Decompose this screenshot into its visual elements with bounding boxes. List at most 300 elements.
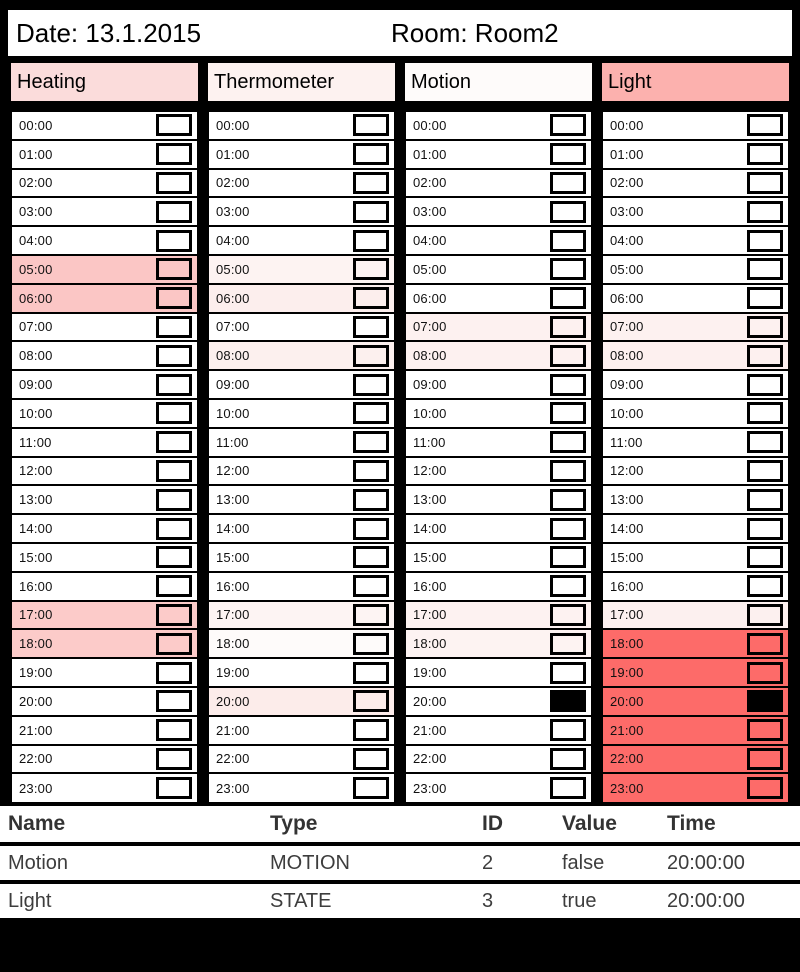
event-cell-time: 20:00:00 bbox=[667, 889, 745, 912]
slot-time-label: 21:00 bbox=[19, 722, 53, 738]
motion-slot-row-1800 bbox=[406, 630, 591, 659]
slot-time-label: 03:00 bbox=[413, 204, 447, 220]
motion-slot-row-1500 bbox=[406, 544, 591, 573]
thermometer-checkbox-0000[interactable] bbox=[353, 114, 389, 136]
event-cell-type: MOTION bbox=[270, 851, 350, 874]
thermometer-slot-row-2000 bbox=[209, 688, 394, 717]
slot-time-label: 22:00 bbox=[19, 751, 53, 767]
slot-time-label: 22:00 bbox=[216, 751, 250, 767]
heating-slot-row-0100 bbox=[12, 141, 197, 170]
slot-time-label: 02:00 bbox=[610, 175, 644, 191]
thermometer-checkbox-2200[interactable] bbox=[353, 748, 389, 770]
slot-time-label: 11:00 bbox=[19, 434, 52, 450]
light-slot-row-1900 bbox=[603, 659, 788, 688]
motion-slot-row-0900 bbox=[406, 371, 591, 400]
heating-slot-row-1900 bbox=[12, 659, 197, 688]
thermometer-checkbox-2100[interactable] bbox=[353, 719, 389, 741]
motion-checkbox-1800[interactable] bbox=[550, 633, 586, 655]
slot-time-label: 17:00 bbox=[610, 607, 644, 623]
motion-checkbox-0600[interactable] bbox=[550, 287, 586, 309]
event-cell-value: false bbox=[562, 851, 605, 874]
thermometer-slot-row-0500 bbox=[209, 256, 394, 285]
slot-time-label: 14:00 bbox=[216, 521, 250, 537]
light-slot-row-1400 bbox=[603, 515, 788, 544]
slot-time-label: 04:00 bbox=[413, 233, 447, 249]
light-slot-row-0100 bbox=[603, 141, 788, 170]
heating-checkbox-0200[interactable] bbox=[156, 172, 192, 194]
thermometer-checkbox-1300[interactable] bbox=[353, 489, 389, 511]
event-table-row-light bbox=[0, 884, 800, 918]
light-checkbox-1000[interactable] bbox=[747, 402, 783, 424]
thermometer-checkbox-1500[interactable] bbox=[353, 546, 389, 568]
thermometer-checkbox-0300[interactable] bbox=[353, 201, 389, 223]
slot-time-label: 02:00 bbox=[413, 175, 447, 191]
heating-checkbox-1000[interactable] bbox=[156, 402, 192, 424]
heating-checkbox-1700[interactable] bbox=[156, 604, 192, 626]
slot-time-label: 13:00 bbox=[413, 492, 447, 508]
slot-time-label: 07:00 bbox=[413, 319, 447, 335]
slot-time-label: 12:00 bbox=[216, 463, 250, 479]
heating-slot-row-1600 bbox=[12, 573, 197, 602]
heating-slot-row-1200 bbox=[12, 458, 197, 487]
light-checkbox-0300[interactable] bbox=[747, 201, 783, 223]
heating-checkbox-1400[interactable] bbox=[156, 518, 192, 540]
event-table-header-row bbox=[0, 806, 800, 842]
thermometer-slot-row-1500 bbox=[209, 544, 394, 573]
thermometer-slot-row-0800 bbox=[209, 342, 394, 371]
thermometer-checkbox-1400[interactable] bbox=[353, 518, 389, 540]
motion-slot-row-1600 bbox=[406, 573, 591, 602]
thermometer-slot-row-0700 bbox=[209, 314, 394, 343]
heating-slot-row-1000 bbox=[12, 400, 197, 429]
thermometer-checkbox-0800[interactable] bbox=[353, 345, 389, 367]
thermometer-checkbox-1100[interactable] bbox=[353, 431, 389, 453]
motion-slot-row-1200 bbox=[406, 458, 591, 487]
slot-time-label: 06:00 bbox=[610, 290, 644, 306]
slot-time-label: 03:00 bbox=[610, 204, 644, 220]
slot-time-label: 13:00 bbox=[610, 492, 644, 508]
slot-time-label: 11:00 bbox=[610, 434, 643, 450]
slot-time-label: 14:00 bbox=[413, 521, 447, 537]
column-header-thermometer[interactable]: Thermometer bbox=[205, 60, 398, 104]
slot-time-label: 00:00 bbox=[19, 117, 53, 133]
motion-checkbox-0100[interactable] bbox=[550, 143, 586, 165]
slot-time-label: 16:00 bbox=[610, 578, 644, 594]
thermometer-slot-row-2100 bbox=[209, 717, 394, 746]
motion-slot-row-0700 bbox=[406, 314, 591, 343]
slot-time-label: 17:00 bbox=[19, 607, 53, 623]
motion-checkbox-2300[interactable] bbox=[550, 777, 586, 799]
light-slot-row-0700 bbox=[603, 314, 788, 343]
light-checkbox-0600[interactable] bbox=[747, 287, 783, 309]
slot-time-label: 09:00 bbox=[413, 377, 447, 393]
motion-checkbox-0400[interactable] bbox=[550, 230, 586, 252]
light-slot-row-1600 bbox=[603, 573, 788, 602]
slot-time-label: 07:00 bbox=[19, 319, 53, 335]
light-slot-row-2100 bbox=[603, 717, 788, 746]
light-checkbox-1500[interactable] bbox=[747, 546, 783, 568]
slot-time-label: 05:00 bbox=[610, 261, 644, 277]
thermometer-checkbox-0700[interactable] bbox=[353, 316, 389, 338]
heating-checkbox-0900[interactable] bbox=[156, 374, 192, 396]
motion-slot-row-1400 bbox=[406, 515, 591, 544]
motion-checkbox-1500[interactable] bbox=[550, 546, 586, 568]
slot-time-label: 20:00 bbox=[216, 693, 250, 709]
slot-time-label: 09:00 bbox=[610, 377, 644, 393]
light-checkbox-0900[interactable] bbox=[747, 374, 783, 396]
thermometer-checkbox-0600[interactable] bbox=[353, 287, 389, 309]
motion-checkbox-1200[interactable] bbox=[550, 460, 586, 482]
thermometer-slot-row-0300 bbox=[209, 198, 394, 227]
motion-checkbox-1400[interactable] bbox=[550, 518, 586, 540]
slot-time-label: 10:00 bbox=[19, 405, 53, 421]
motion-slot-row-2100 bbox=[406, 717, 591, 746]
column-header-motion[interactable]: Motion bbox=[402, 60, 595, 104]
thermometer-slot-row-1700 bbox=[209, 602, 394, 631]
light-slot-row-1800 bbox=[603, 630, 788, 659]
motion-slot-row-0600 bbox=[406, 285, 591, 314]
light-checkbox-1400[interactable] bbox=[747, 518, 783, 540]
heating-checkbox-0600[interactable] bbox=[156, 287, 192, 309]
thermometer-slot-row-1300 bbox=[209, 486, 394, 515]
thermometer-checkbox-1800[interactable] bbox=[353, 633, 389, 655]
slot-time-label: 15:00 bbox=[216, 549, 250, 565]
slot-time-label: 19:00 bbox=[216, 665, 250, 681]
light-checkbox-0500[interactable] bbox=[747, 258, 783, 280]
thermometer-checkbox-1200[interactable] bbox=[353, 460, 389, 482]
light-checkbox-0200[interactable] bbox=[747, 172, 783, 194]
light-slot-row-0300 bbox=[603, 198, 788, 227]
slot-time-label: 19:00 bbox=[19, 665, 53, 681]
thermometer-slot-row-1800 bbox=[209, 630, 394, 659]
schedule-columns bbox=[8, 108, 792, 806]
light-slot-row-0800 bbox=[603, 342, 788, 371]
date-label: Date: 13.1.2015 bbox=[16, 17, 202, 48]
slot-time-label: 01:00 bbox=[413, 146, 447, 162]
thermometer-checkbox-1600[interactable] bbox=[353, 575, 389, 597]
heating-slot-row-1800 bbox=[12, 630, 197, 659]
heating-checkbox-1200[interactable] bbox=[156, 460, 192, 482]
heating-checkbox-1500[interactable] bbox=[156, 546, 192, 568]
room-label: Room: Room2 bbox=[391, 17, 559, 48]
slot-time-label: 13:00 bbox=[216, 492, 250, 508]
event-cell-id: 2 bbox=[482, 851, 494, 874]
slot-time-label: 06:00 bbox=[216, 290, 250, 306]
light-checkbox-0000[interactable] bbox=[747, 114, 783, 136]
slot-time-label: 21:00 bbox=[413, 722, 447, 738]
light-slot-row-1200 bbox=[603, 458, 788, 487]
light-slot-row-0000 bbox=[603, 112, 788, 141]
light-checkbox-1200[interactable] bbox=[747, 460, 783, 482]
motion-slot-row-0400 bbox=[406, 227, 591, 256]
slot-time-label: 18:00 bbox=[413, 636, 447, 652]
light-slot-row-0200 bbox=[603, 170, 788, 199]
slot-time-label: 03:00 bbox=[19, 204, 53, 220]
thermometer-slot-row-0900 bbox=[209, 371, 394, 400]
light-slot-row-1100 bbox=[603, 429, 788, 458]
light-checkbox-1600[interactable] bbox=[747, 575, 783, 597]
slot-time-label: 08:00 bbox=[216, 348, 250, 364]
heating-slot-row-2100 bbox=[12, 717, 197, 746]
slot-time-label: 23:00 bbox=[413, 780, 447, 796]
thermometer-slot-row-1100 bbox=[209, 429, 394, 458]
slot-time-label: 07:00 bbox=[216, 319, 250, 335]
event-header-time: Time bbox=[667, 812, 716, 836]
motion-checkbox-0900[interactable] bbox=[550, 374, 586, 396]
slot-time-label: 01:00 bbox=[216, 146, 250, 162]
slot-time-label: 10:00 bbox=[610, 405, 644, 421]
slot-time-label: 05:00 bbox=[216, 261, 250, 277]
light-slot-row-2200 bbox=[603, 746, 788, 775]
heating-checkbox-1300[interactable] bbox=[156, 489, 192, 511]
slot-time-label: 16:00 bbox=[216, 578, 250, 594]
slot-time-label: 10:00 bbox=[413, 405, 447, 421]
thermometer-checkbox-0900[interactable] bbox=[353, 374, 389, 396]
light-slot-row-1500 bbox=[603, 544, 788, 573]
motion-checkbox-0200[interactable] bbox=[550, 172, 586, 194]
slot-time-label: 09:00 bbox=[216, 377, 250, 393]
slot-time-label: 14:00 bbox=[19, 521, 53, 537]
heating-slot-row-0400 bbox=[12, 227, 197, 256]
slot-time-label: 02:00 bbox=[19, 175, 53, 191]
heating-slot-row-2200 bbox=[12, 746, 197, 775]
thermometer-checkbox-2300[interactable] bbox=[353, 777, 389, 799]
heating-slot-row-0300 bbox=[12, 198, 197, 227]
motion-checkbox-1900[interactable] bbox=[550, 662, 586, 684]
light-checkbox-2000-checked[interactable] bbox=[747, 690, 783, 712]
heating-slot-row-0700 bbox=[12, 314, 197, 343]
event-cell-type: STATE bbox=[270, 889, 332, 912]
heating-checkbox-0400[interactable] bbox=[156, 230, 192, 252]
motion-slot-row-0800 bbox=[406, 342, 591, 371]
event-cell-id: 3 bbox=[482, 889, 494, 912]
slot-time-label: 12:00 bbox=[413, 463, 447, 479]
heating-checkbox-1100[interactable] bbox=[156, 431, 192, 453]
event-cell-name: Light bbox=[8, 889, 52, 912]
motion-checkbox-0800[interactable] bbox=[550, 345, 586, 367]
slot-time-label: 02:00 bbox=[216, 175, 250, 191]
heating-slot-row-1500 bbox=[12, 544, 197, 573]
thermometer-checkbox-0400[interactable] bbox=[353, 230, 389, 252]
motion-checkbox-2200[interactable] bbox=[550, 748, 586, 770]
heating-checkbox-1600[interactable] bbox=[156, 575, 192, 597]
slot-time-label: 18:00 bbox=[19, 636, 53, 652]
motion-slot-row-1700 bbox=[406, 602, 591, 631]
motion-checkbox-2100[interactable] bbox=[550, 719, 586, 741]
motion-checkbox-1300[interactable] bbox=[550, 489, 586, 511]
motion-checkbox-1100[interactable] bbox=[550, 431, 586, 453]
slot-time-label: 06:00 bbox=[413, 290, 447, 306]
heating-checkbox-2300[interactable] bbox=[156, 777, 192, 799]
heating-slot-row-0800 bbox=[12, 342, 197, 371]
light-slot-row-1000 bbox=[603, 400, 788, 429]
motion-checkbox-1600[interactable] bbox=[550, 575, 586, 597]
light-slot-row-0600 bbox=[603, 285, 788, 314]
heating-checkbox-0300[interactable] bbox=[156, 201, 192, 223]
heating-slot-row-1400 bbox=[12, 515, 197, 544]
slot-time-label: 08:00 bbox=[610, 348, 644, 364]
thermometer-slot-row-1900 bbox=[209, 659, 394, 688]
light-checkbox-2300[interactable] bbox=[747, 777, 783, 799]
bottom-frame-bar bbox=[0, 918, 800, 928]
heating-slot-row-0900 bbox=[12, 371, 197, 400]
slot-time-label: 23:00 bbox=[19, 780, 53, 796]
slot-time-label: 01:00 bbox=[610, 146, 644, 162]
motion-slot-row-0300 bbox=[406, 198, 591, 227]
thermometer-checkbox-0100[interactable] bbox=[353, 143, 389, 165]
motion-checkbox-0700[interactable] bbox=[550, 316, 586, 338]
motion-slot-row-0500 bbox=[406, 256, 591, 285]
slot-time-label: 23:00 bbox=[216, 780, 250, 796]
light-checkbox-1700[interactable] bbox=[747, 604, 783, 626]
motion-slot-row-2300 bbox=[406, 774, 591, 802]
heating-slot-row-0600 bbox=[12, 285, 197, 314]
slot-time-label: 17:00 bbox=[216, 607, 250, 623]
light-slot-row-2000 bbox=[603, 688, 788, 717]
light-checkbox-0100[interactable] bbox=[747, 143, 783, 165]
light-checkbox-1800[interactable] bbox=[747, 633, 783, 655]
light-checkbox-1100[interactable] bbox=[747, 431, 783, 453]
slot-time-label: 06:00 bbox=[19, 290, 53, 306]
light-checkbox-2200[interactable] bbox=[747, 748, 783, 770]
light-slot-row-1300 bbox=[603, 486, 788, 515]
motion-slot-row-0200 bbox=[406, 170, 591, 199]
slot-time-label: 09:00 bbox=[19, 377, 53, 393]
slot-time-label: 12:00 bbox=[610, 463, 644, 479]
thermometer-checkbox-1700[interactable] bbox=[353, 604, 389, 626]
light-checkbox-1900[interactable] bbox=[747, 662, 783, 684]
heating-checkbox-1800[interactable] bbox=[156, 633, 192, 655]
slot-time-label: 00:00 bbox=[610, 117, 644, 133]
slot-time-label: 05:00 bbox=[19, 261, 53, 277]
motion-slot-row-1000 bbox=[406, 400, 591, 429]
slot-time-label: 03:00 bbox=[216, 204, 250, 220]
light-checkbox-2100[interactable] bbox=[747, 719, 783, 741]
thermometer-slot-row-0100 bbox=[209, 141, 394, 170]
heating-checkbox-0800[interactable] bbox=[156, 345, 192, 367]
slot-time-label: 21:00 bbox=[216, 722, 250, 738]
slot-time-label: 23:00 bbox=[610, 780, 644, 796]
date-room-header bbox=[8, 10, 792, 56]
slot-time-label: 07:00 bbox=[610, 319, 644, 335]
event-header-id: ID bbox=[482, 812, 503, 836]
slot-time-label: 11:00 bbox=[413, 434, 446, 450]
slot-time-label: 01:00 bbox=[19, 146, 53, 162]
heating-checkbox-0000[interactable] bbox=[156, 114, 192, 136]
event-table-row-motion bbox=[0, 846, 800, 880]
motion-slot-row-0000 bbox=[406, 112, 591, 141]
light-checkbox-0400[interactable] bbox=[747, 230, 783, 252]
event-header-name: Name bbox=[8, 812, 66, 836]
slot-time-label: 10:00 bbox=[216, 405, 250, 421]
slot-time-label: 20:00 bbox=[610, 693, 644, 709]
thermometer-checkbox-0500[interactable] bbox=[353, 258, 389, 280]
motion-slot-row-1900 bbox=[406, 659, 591, 688]
light-checkbox-0700[interactable] bbox=[747, 316, 783, 338]
slot-time-label: 08:00 bbox=[413, 348, 447, 364]
light-checkbox-0800[interactable] bbox=[747, 345, 783, 367]
slot-time-label: 16:00 bbox=[413, 578, 447, 594]
event-cell-name: Motion bbox=[8, 851, 69, 874]
slot-time-label: 12:00 bbox=[19, 463, 53, 479]
slot-time-label: 16:00 bbox=[19, 578, 53, 594]
motion-slot-row-1100 bbox=[406, 429, 591, 458]
heating-slot-row-1700 bbox=[12, 602, 197, 631]
motion-checkbox-0300[interactable] bbox=[550, 201, 586, 223]
event-table bbox=[0, 806, 800, 918]
thermometer-checkbox-1000[interactable] bbox=[353, 402, 389, 424]
heating-checkbox-2100[interactable] bbox=[156, 719, 192, 741]
heating-slot-row-2000 bbox=[12, 688, 197, 717]
thermometer-checkbox-1900[interactable] bbox=[353, 662, 389, 684]
slot-time-label: 15:00 bbox=[19, 549, 53, 565]
slot-time-label: 14:00 bbox=[610, 521, 644, 537]
slot-time-label: 04:00 bbox=[19, 233, 53, 249]
light-slot-row-1700 bbox=[603, 602, 788, 631]
thermometer-slot-row-1600 bbox=[209, 573, 394, 602]
slot-time-label: 22:00 bbox=[413, 751, 447, 767]
slot-time-label: 21:00 bbox=[610, 722, 644, 738]
slot-time-label: 19:00 bbox=[610, 665, 644, 681]
motion-checkbox-0500[interactable] bbox=[550, 258, 586, 280]
heating-checkbox-2000[interactable] bbox=[156, 690, 192, 712]
heating-checkbox-0700[interactable] bbox=[156, 316, 192, 338]
thermometer-slot-row-0600 bbox=[209, 285, 394, 314]
thermometer-slot-row-0000 bbox=[209, 112, 394, 141]
slot-time-label: 05:00 bbox=[413, 261, 447, 277]
column-header-light[interactable]: Light bbox=[599, 60, 792, 104]
thermometer-slot-row-0200 bbox=[209, 170, 394, 199]
heating-checkbox-1900[interactable] bbox=[156, 662, 192, 684]
thermometer-checkbox-2000[interactable] bbox=[353, 690, 389, 712]
slot-time-label: 18:00 bbox=[216, 636, 250, 652]
heating-checkbox-0100[interactable] bbox=[156, 143, 192, 165]
light-slot-row-0400 bbox=[603, 227, 788, 256]
event-cell-value: true bbox=[562, 889, 597, 912]
light-checkbox-1300[interactable] bbox=[747, 489, 783, 511]
column-header-heating[interactable]: Heating bbox=[8, 60, 201, 104]
column-motion bbox=[402, 108, 595, 806]
slot-time-label: 19:00 bbox=[413, 665, 447, 681]
heating-slot-row-0200 bbox=[12, 170, 197, 199]
light-slot-row-0900 bbox=[603, 371, 788, 400]
heating-slot-row-0500 bbox=[12, 256, 197, 285]
slot-time-label: 20:00 bbox=[19, 693, 53, 709]
motion-slot-row-1300 bbox=[406, 486, 591, 515]
slot-time-label: 00:00 bbox=[216, 117, 250, 133]
light-slot-row-2300 bbox=[603, 774, 788, 802]
slot-time-label: 04:00 bbox=[610, 233, 644, 249]
thermometer-slot-row-1200 bbox=[209, 458, 394, 487]
motion-checkbox-1700[interactable] bbox=[550, 604, 586, 626]
heating-slot-row-1100 bbox=[12, 429, 197, 458]
motion-checkbox-2000-checked[interactable] bbox=[550, 690, 586, 712]
heating-slot-row-0000 bbox=[12, 112, 197, 141]
event-header-type: Type bbox=[270, 812, 318, 836]
heating-checkbox-2200[interactable] bbox=[156, 748, 192, 770]
slot-time-label: 22:00 bbox=[610, 751, 644, 767]
thermometer-checkbox-0200[interactable] bbox=[353, 172, 389, 194]
slot-time-label: 15:00 bbox=[610, 549, 644, 565]
heating-slot-row-1300 bbox=[12, 486, 197, 515]
heating-checkbox-0500[interactable] bbox=[156, 258, 192, 280]
motion-checkbox-0000[interactable] bbox=[550, 114, 586, 136]
thermometer-slot-row-1000 bbox=[209, 400, 394, 429]
slot-time-label: 08:00 bbox=[19, 348, 53, 364]
motion-checkbox-1000[interactable] bbox=[550, 402, 586, 424]
column-thermometer bbox=[205, 108, 398, 806]
light-slot-row-0500 bbox=[603, 256, 788, 285]
